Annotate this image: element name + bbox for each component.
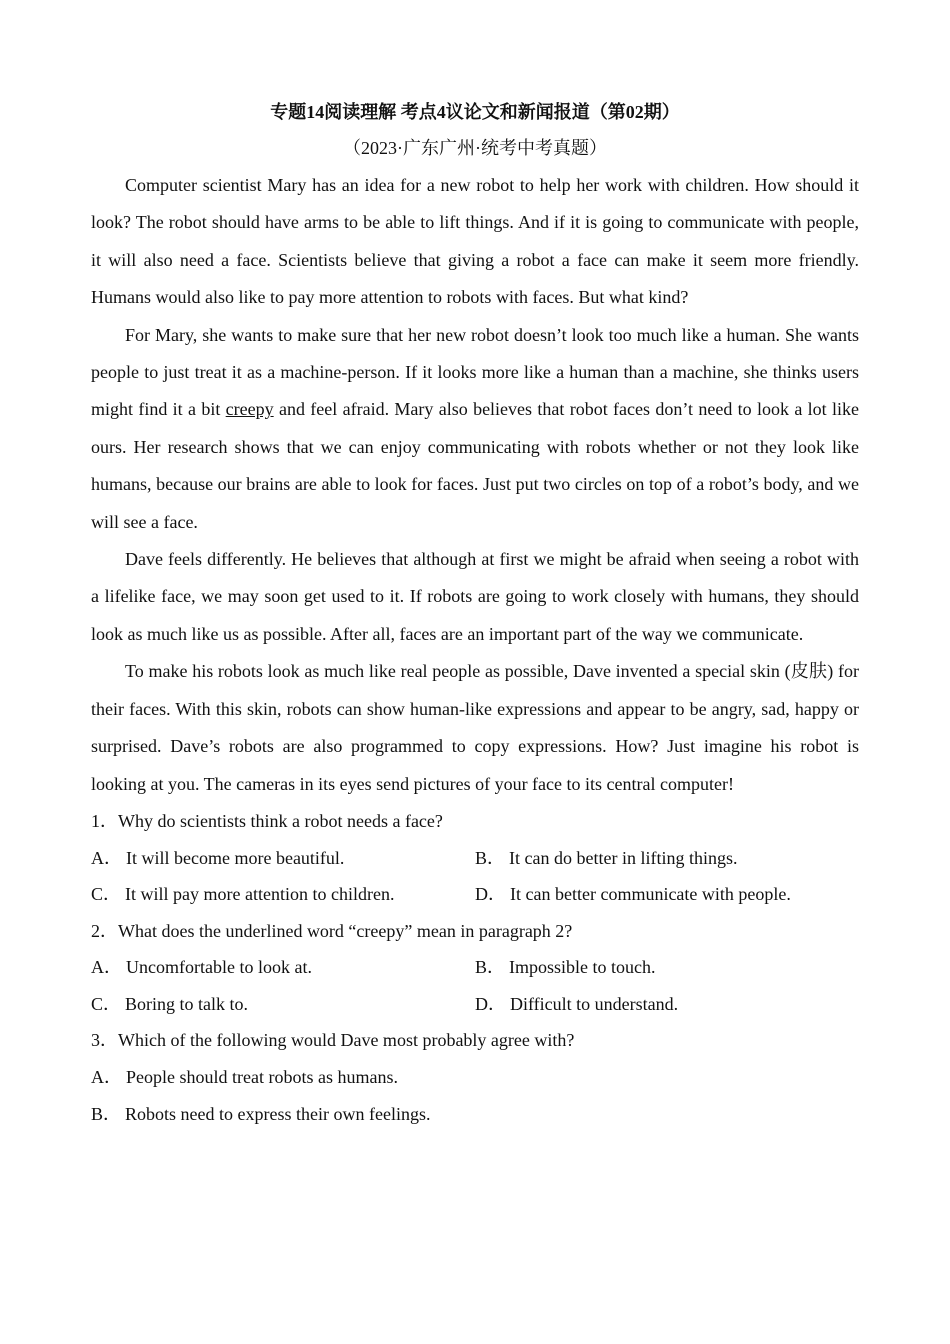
option-text: It can do better in lifting things.	[509, 847, 738, 868]
question-1-option-b[interactable]	[475, 840, 859, 877]
option-letter: A．	[91, 847, 122, 868]
question-2-option-d[interactable]	[475, 986, 859, 1023]
paragraph-3: Dave feels differently. He believes that although at first we might be afraid when seeing a robot with a lifelike face, we may soon get used to it. If robots are going to work closely with humans, they should look as much like us as possible. After all, faces are an important part of the way we communicate.	[91, 549, 859, 644]
question-1-option-a[interactable]	[91, 840, 475, 877]
option-letter: C．	[91, 884, 122, 905]
paragraph-2-text-after: and feel afraid. Mary also believes that robot faces don’t need to look a lot like ours. Her research shows that we can enjoy communicating with robots whether or not they look like humans, because our brains are able to look for faces. Just put two circles on top of a robot’s body, and we will see a face.	[91, 399, 859, 532]
option-text: It will pay more attention to children.	[125, 884, 395, 905]
question-2-option-c[interactable]	[91, 986, 475, 1023]
option-text: People should treat robots as humans.	[126, 1067, 398, 1088]
question-2-options	[91, 949, 859, 1022]
option-text: It will become more beautiful.	[126, 847, 345, 868]
option-letter: C．	[91, 993, 122, 1014]
paragraph-1: Computer scientist Mary has an idea for a new robot to help her work with children. How should it look? The robot should have arms to be able to lift things. And if it is going to communicate with people, it will also need a face. Scientists believe that giving a robot a face can make it seem more friendly. Humans would also like to pay more attention to robots with faces. But what kind?	[91, 175, 859, 308]
option-text: It can better communicate with people.	[510, 884, 791, 905]
option-letter: A．	[91, 1067, 122, 1088]
paragraph-2-text-before: For Mary, she wants to make sure that her new robot doesn’t look too much like a human. She wants people to just treat it as a machine-person. If it looks more like a human than a machine, she thinks users might find it a bit	[91, 324, 859, 420]
question-1-option-c[interactable]	[91, 876, 475, 913]
question-1-stem: 1．Why do scientists think a robot needs a face?	[91, 810, 443, 831]
question-3-option-a[interactable]	[91, 1059, 859, 1096]
option-text: Uncomfortable to look at.	[126, 957, 312, 978]
option-letter: D．	[475, 884, 506, 905]
option-text: Difficult to understand.	[510, 993, 679, 1014]
question-1-option-d[interactable]	[475, 876, 859, 913]
paragraph-2	[91, 317, 859, 541]
option-letter: B．	[91, 1103, 122, 1124]
option-letter: A．	[91, 957, 122, 978]
question-3-stem: 3．Which of the following would Dave most probably agree with?	[91, 1030, 575, 1051]
page-title: 专题14阅读理解 考点4议论文和新闻报道（第02期）	[270, 102, 680, 122]
question-2-option-a[interactable]	[91, 949, 475, 986]
option-letter: D．	[475, 993, 506, 1014]
option-letter: B．	[475, 847, 506, 868]
document-page	[91, 96, 859, 1132]
option-text: Robots need to express their own feelings.	[125, 1103, 431, 1124]
source-line: （2023·广东广州·统考中考真题）	[343, 138, 607, 158]
option-text: Boring to talk to.	[125, 993, 249, 1014]
option-text: Impossible to touch.	[509, 957, 656, 978]
underlined-word-creepy: creepy	[225, 399, 274, 420]
question-2-stem: 2．What does the underlined word “creepy” mean in paragraph 2?	[91, 920, 573, 941]
question-3-option-b[interactable]	[91, 1096, 859, 1133]
question-1-options	[91, 840, 859, 913]
option-letter: B．	[475, 957, 506, 978]
question-2-option-b[interactable]	[475, 949, 859, 986]
paragraph-4: To make his robots look as much like real people as possible, Dave invented a special skin (皮肤) for their faces. With this skin, robots can show human-like expressions and appear to be angry, sad, happy or surprised. Dave’s robots are also programmed to copy expressions. How? Just imagine his robot is looking at you. The cameras in its eyes send pictures of your face to its central computer!	[91, 661, 859, 794]
